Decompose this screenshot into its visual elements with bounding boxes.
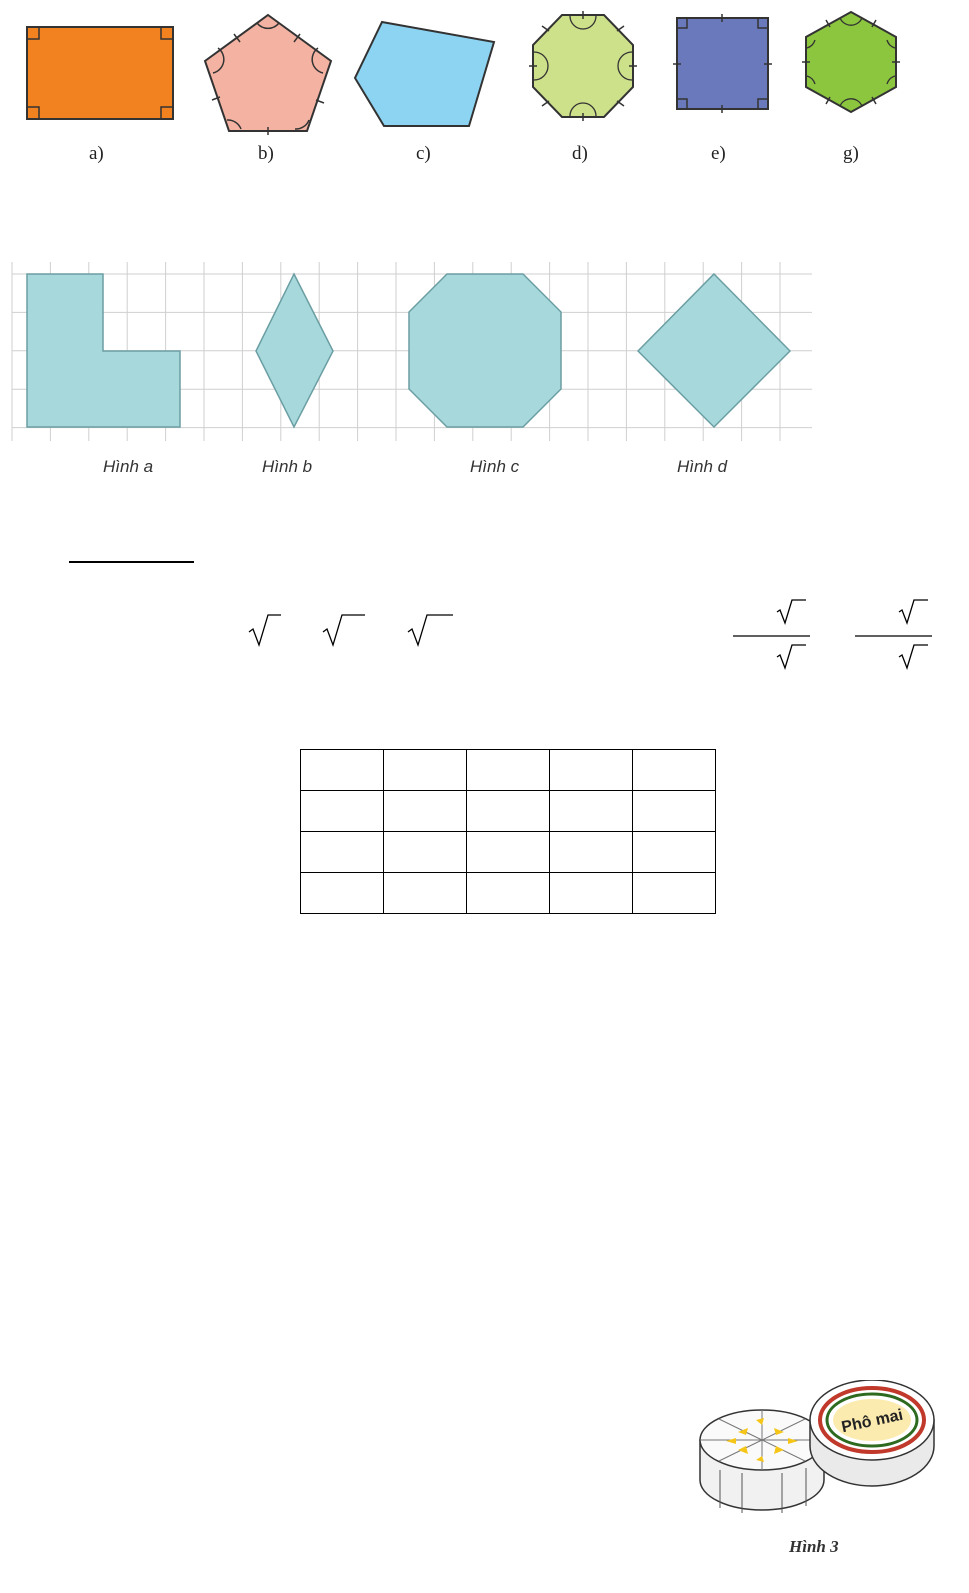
label-g: g) <box>843 143 859 164</box>
figure-b-rhombus <box>256 274 333 427</box>
table-cell <box>301 832 384 873</box>
fraction-right <box>855 600 932 668</box>
cheese-box-illustration <box>690 1380 950 1540</box>
table-row <box>301 750 716 791</box>
polygon-figures <box>0 0 969 180</box>
polygon-e-square <box>673 14 772 113</box>
table-cell <box>633 791 716 832</box>
fraction-left <box>733 600 810 668</box>
table-cell <box>633 873 716 914</box>
polygon-g-hexagon <box>802 12 900 112</box>
label-e: e) <box>711 143 726 164</box>
table-cell <box>467 791 550 832</box>
table-row <box>301 832 716 873</box>
table-cell <box>384 832 467 873</box>
grid-label-b: Hình b <box>262 457 313 476</box>
label-a: a) <box>89 143 104 164</box>
table-row <box>301 873 716 914</box>
table-cell <box>301 791 384 832</box>
label-b: b) <box>258 143 274 164</box>
radical-signs <box>249 615 453 645</box>
table-cell <box>550 750 633 791</box>
polygon-b-pentagon <box>205 15 331 135</box>
table-cell <box>550 873 633 914</box>
figure-d-square <box>638 274 790 427</box>
grid-label-d: Hình d <box>677 457 728 476</box>
label-d: d) <box>572 143 588 164</box>
table-cell <box>467 832 550 873</box>
figure-c-octagon <box>409 274 561 427</box>
polygon-a-rectangle <box>27 27 173 119</box>
table-cell <box>467 873 550 914</box>
polygon-d-octagon <box>529 11 637 121</box>
polygon-c-irregular <box>355 22 494 126</box>
cheese-wedges <box>700 1410 824 1513</box>
table-cell <box>633 750 716 791</box>
table-cell <box>384 791 467 832</box>
grid-figures <box>0 255 969 455</box>
empty-table <box>300 749 716 914</box>
grid-label-c: Hình c <box>470 457 520 476</box>
table-row <box>301 791 716 832</box>
table-cell <box>301 873 384 914</box>
grid-label-a: Hình a <box>103 457 154 476</box>
cheese-lid <box>810 1380 934 1486</box>
table-cell <box>633 832 716 873</box>
table-cell <box>384 750 467 791</box>
figure-a-l-shape <box>27 274 180 427</box>
table-cell <box>550 791 633 832</box>
table-cell <box>550 832 633 873</box>
label-c: c) <box>416 143 431 164</box>
table-cell <box>301 750 384 791</box>
math-symbols <box>0 590 969 680</box>
cheese-lid-text: Phô mai <box>840 1406 905 1437</box>
heading-underline <box>69 561 194 563</box>
cheese-caption: Hình 3 <box>789 1537 839 1556</box>
table-cell <box>384 873 467 914</box>
table-cell <box>467 750 550 791</box>
